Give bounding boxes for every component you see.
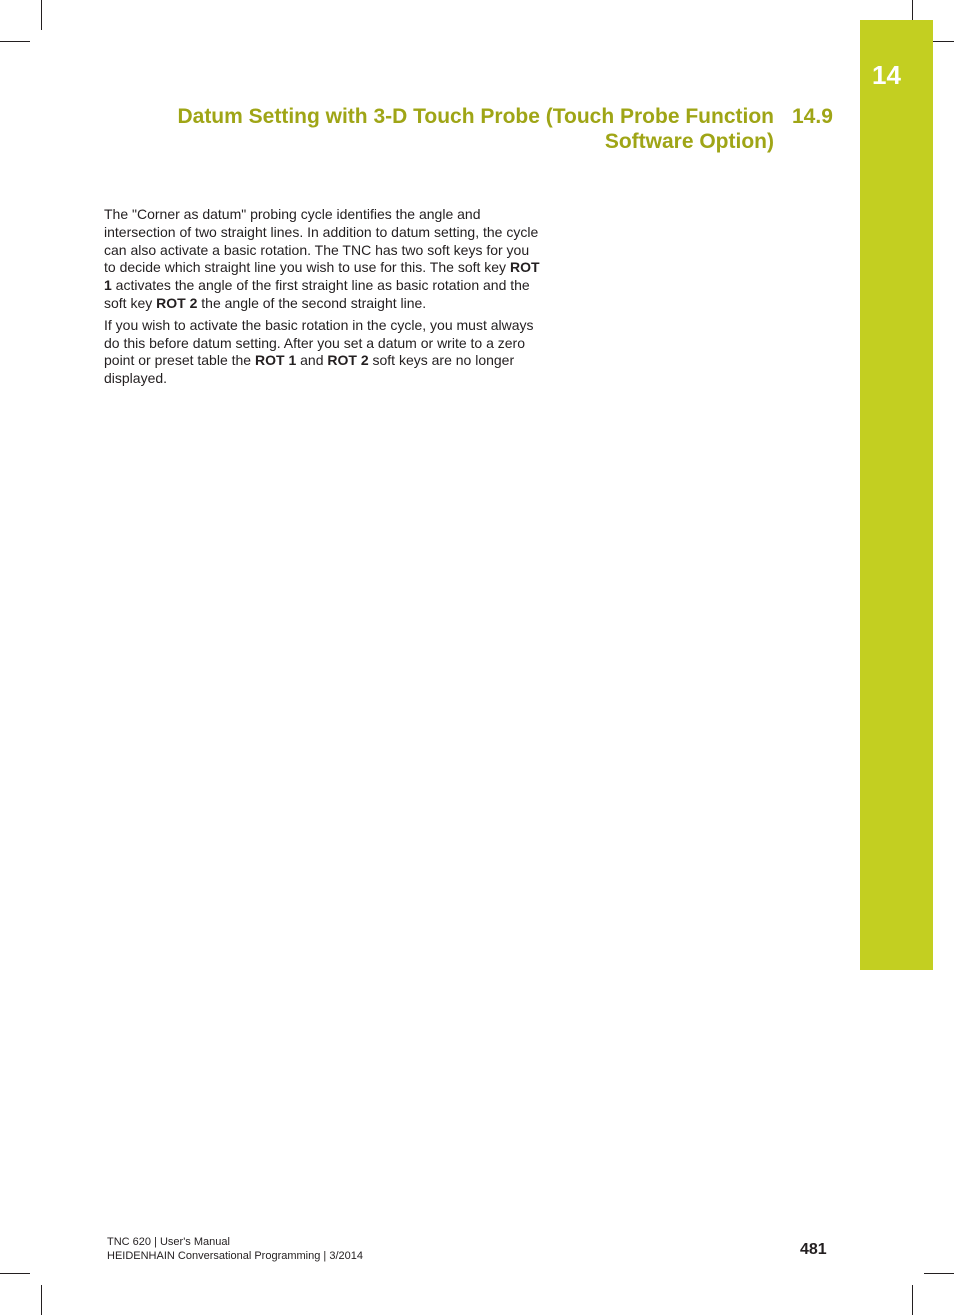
soft-key-rot1: ROT 1	[104, 259, 540, 294]
page-title-line1: Datum Setting with 3-D Touch Probe (Touch Probe Function	[177, 105, 774, 128]
crop-mark-bottom-left-h	[0, 1273, 30, 1274]
paragraph-2-part1: If you wish to activate the basic rotation in the cycle, you must always do this before datum setting. After you set a datum or write to a zero point or preset table the	[104, 316, 534, 369]
crop-mark-bottom-left-v	[41, 1285, 42, 1315]
soft-key-rot1: ROT 1	[255, 352, 297, 369]
crop-mark-bottom-right-h	[924, 1273, 954, 1274]
crop-mark-top-left-h	[0, 41, 30, 42]
paragraph-1-part3: the angle of the second straight line.	[197, 294, 427, 311]
crop-mark-top-left-v	[41, 0, 42, 30]
paragraph-1-part2: activates the angle of the first straight line as basic rotation and the soft key	[104, 277, 530, 311]
chapter-tab	[860, 20, 933, 970]
footer-line2: HEIDENHAIN Conversational Programming | 3/2014	[107, 1250, 363, 1262]
crop-mark-bottom-right-v	[912, 1285, 913, 1315]
body-text	[104, 206, 544, 392]
page-title	[154, 104, 774, 154]
paragraph-1-part1: The "Corner as datum" probing cycle identifies the angle and intersection of two straight lines. In addition to datum setting, the cycle can also activate a basic rotation. The TNC has two soft keys for you to decide which straight line you wish to use for this. The soft key	[104, 206, 539, 276]
footer-line1: TNC 620 | User's Manual	[107, 1236, 230, 1248]
soft-key-rot2: ROT 2	[327, 352, 369, 369]
paragraph-2	[104, 317, 544, 388]
paragraph-2-part3: soft keys are no longer displayed.	[104, 352, 515, 387]
section-number: 14.9	[792, 105, 833, 128]
page-title-line2: Software Option)	[604, 130, 774, 153]
soft-key-rot2: ROT 2	[156, 294, 198, 311]
paragraph-1	[104, 206, 544, 313]
page-number: 481	[800, 1241, 827, 1258]
footer	[107, 1235, 363, 1263]
paragraph-2-part2: and	[296, 352, 328, 369]
chapter-number: 14	[872, 60, 901, 90]
